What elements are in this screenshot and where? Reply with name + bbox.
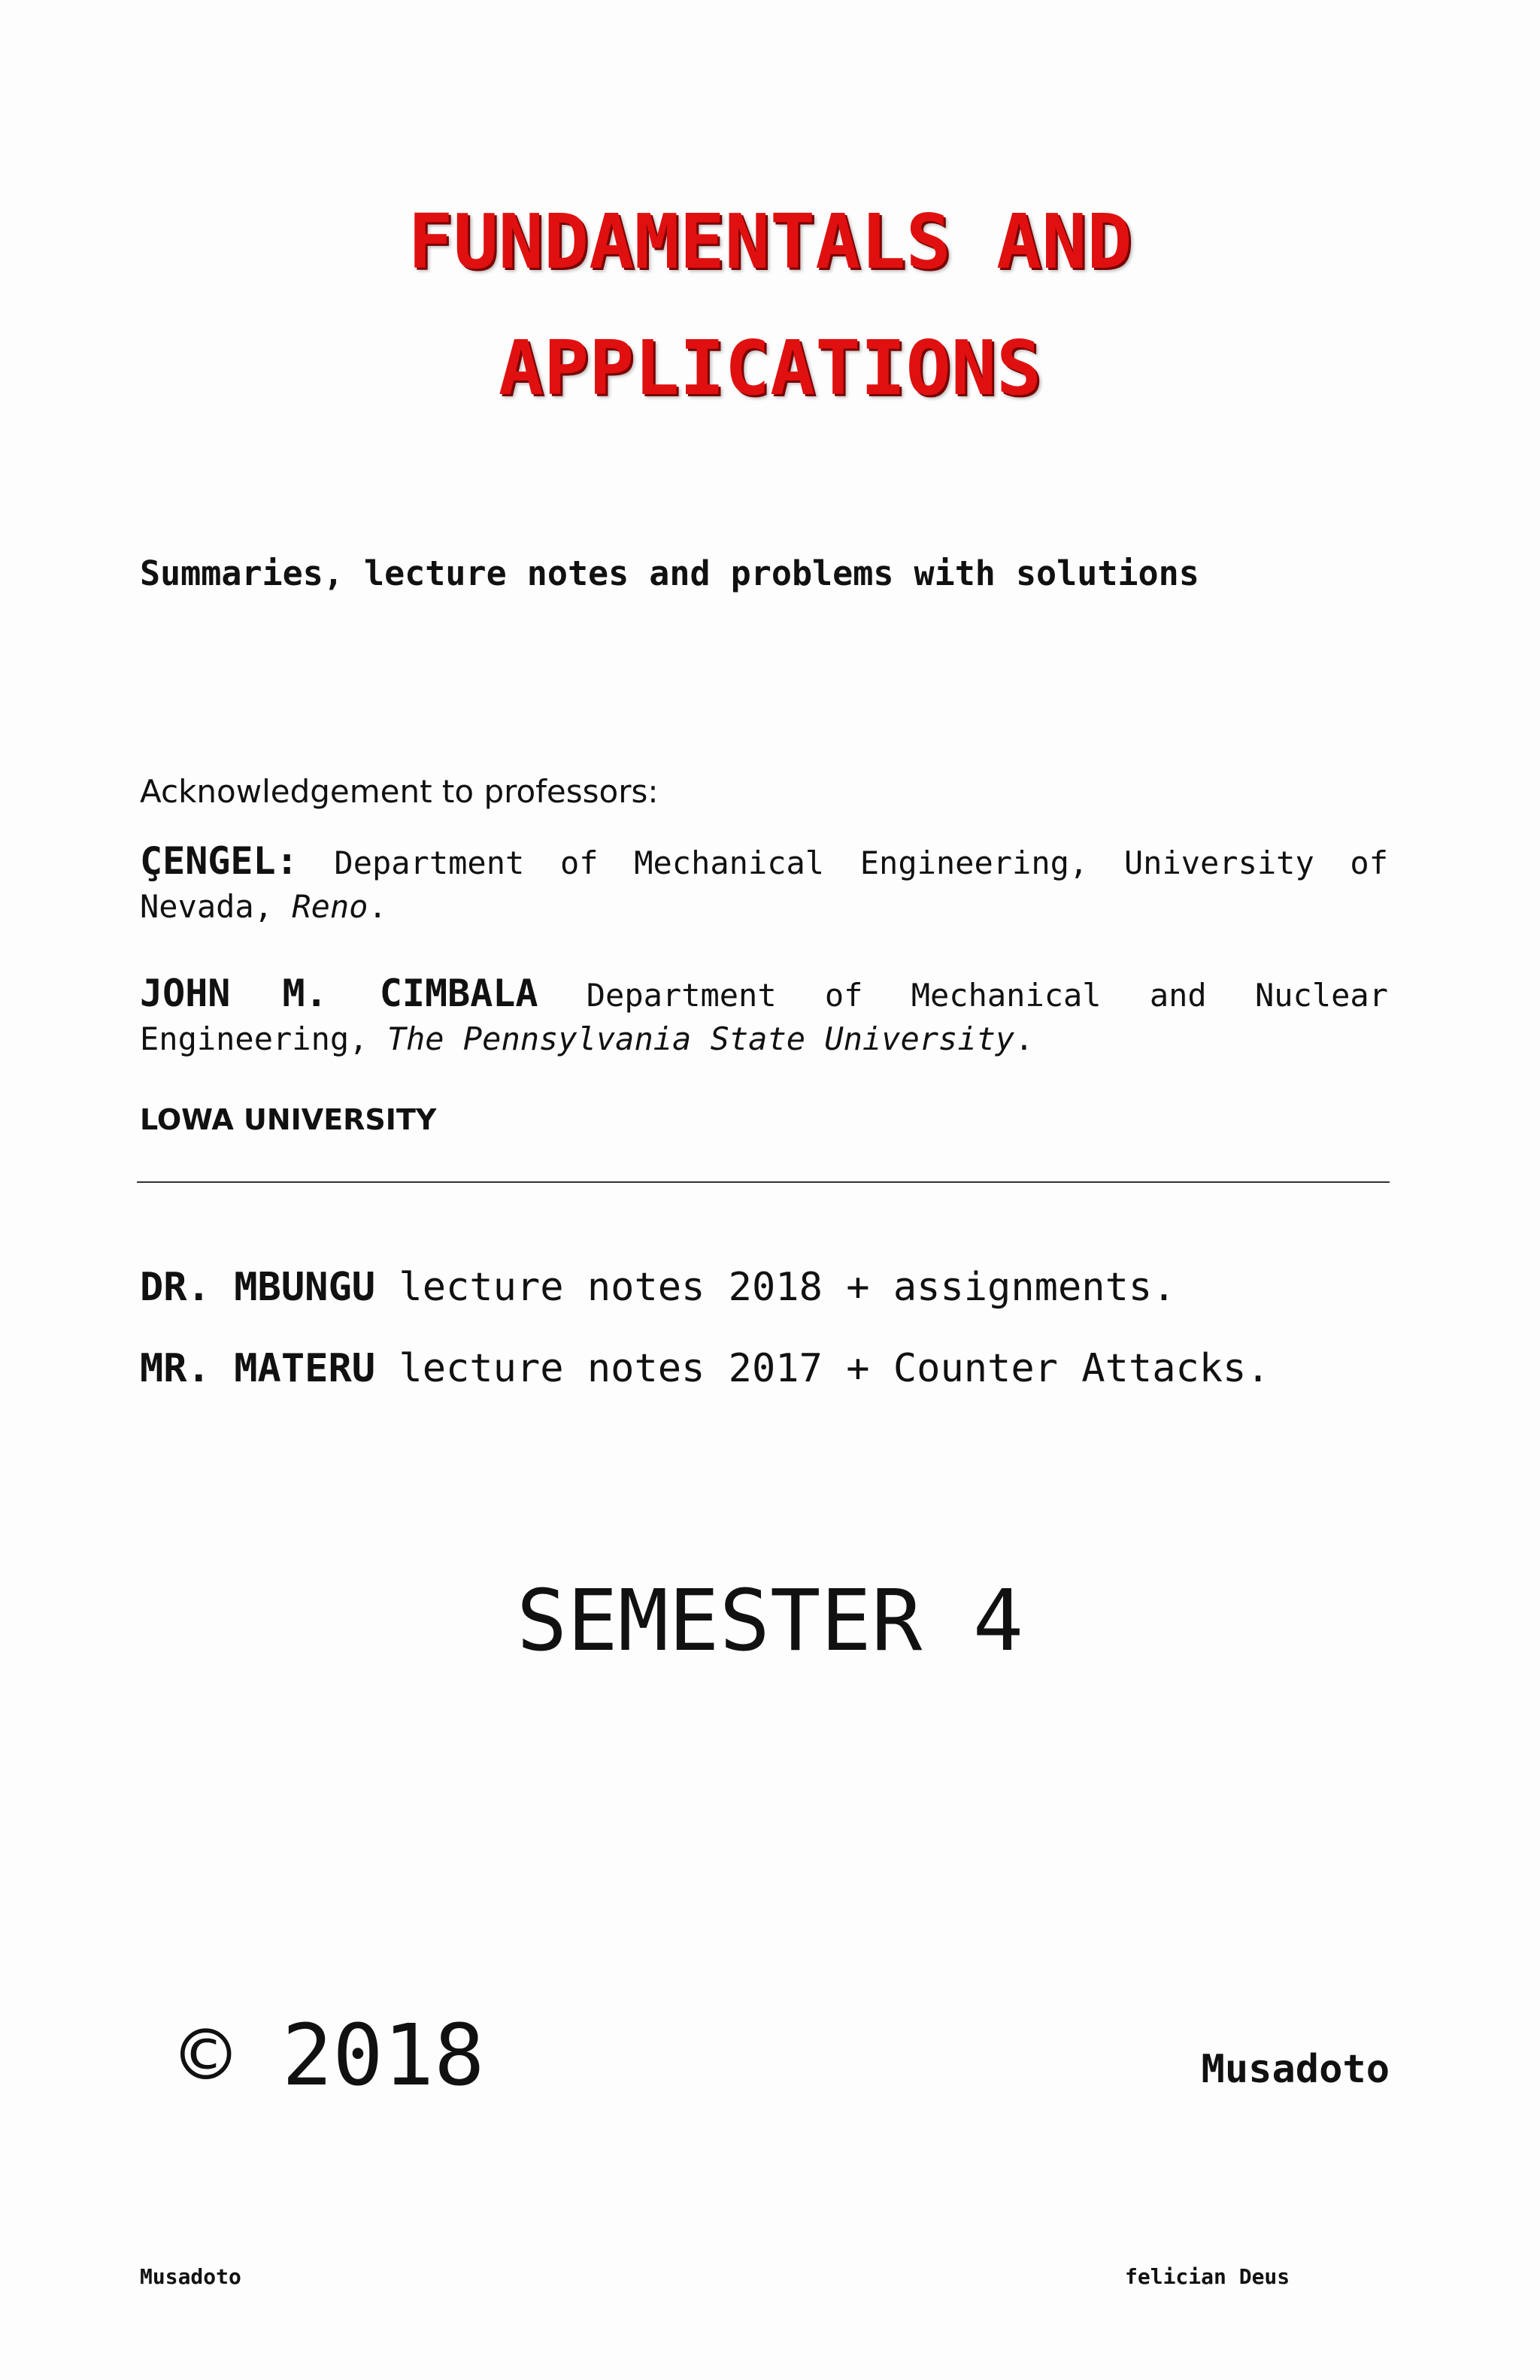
subtitle: Summaries, lecture notes and problems with solutions [140, 553, 1199, 593]
lecture-notes-materu [140, 1346, 1270, 1391]
lecture-notes-mbungu [140, 1265, 1176, 1310]
horizontal-divider [137, 1181, 1390, 1183]
professor-cimbala [140, 972, 1388, 1061]
copyright-notice: © 2018 [180, 2007, 485, 2105]
footer-left-text: Musadoto [140, 2264, 241, 2289]
professor-institution: The Pennsylvania State University [387, 1020, 1015, 1057]
professor-suffix: . [368, 888, 387, 925]
publisher-name: Musadoto [1201, 2047, 1390, 2092]
professor-department: Department of Mechanical Engineering, University of Nevada, [140, 844, 1388, 925]
lecturer-name: DR. MBUNGU [140, 1265, 376, 1310]
acknowledgement-heading: Acknowledgement to professors: [140, 773, 659, 810]
lecturer-name: MR. MATERU [140, 1346, 376, 1391]
lecture-notes-text: lecture notes 2017 + Counter Attacks. [375, 1346, 1270, 1391]
professor-name: ÇENGEL: [140, 839, 299, 883]
professor-suffix: . [1014, 1020, 1034, 1057]
professor-cengel [140, 839, 1388, 929]
footer-right-text: felician Deus [1125, 2264, 1290, 2289]
university-name: LOWA UNIVERSITY [140, 1103, 437, 1136]
professor-name: JOHN M. CIMBALA [140, 972, 538, 1015]
professor-department: Department of Mechanical and Nuclear Engineering, [140, 977, 1388, 1057]
semester-label: SEMESTER 4 [516, 1572, 1024, 1670]
professor-institution: Reno [292, 888, 368, 925]
lecture-notes-text: lecture notes 2018 + assignments. [375, 1265, 1176, 1310]
title-line-1: FUNDAMENTALS AND [408, 198, 1132, 286]
title-line-2: APPLICATIONS [498, 324, 1042, 412]
